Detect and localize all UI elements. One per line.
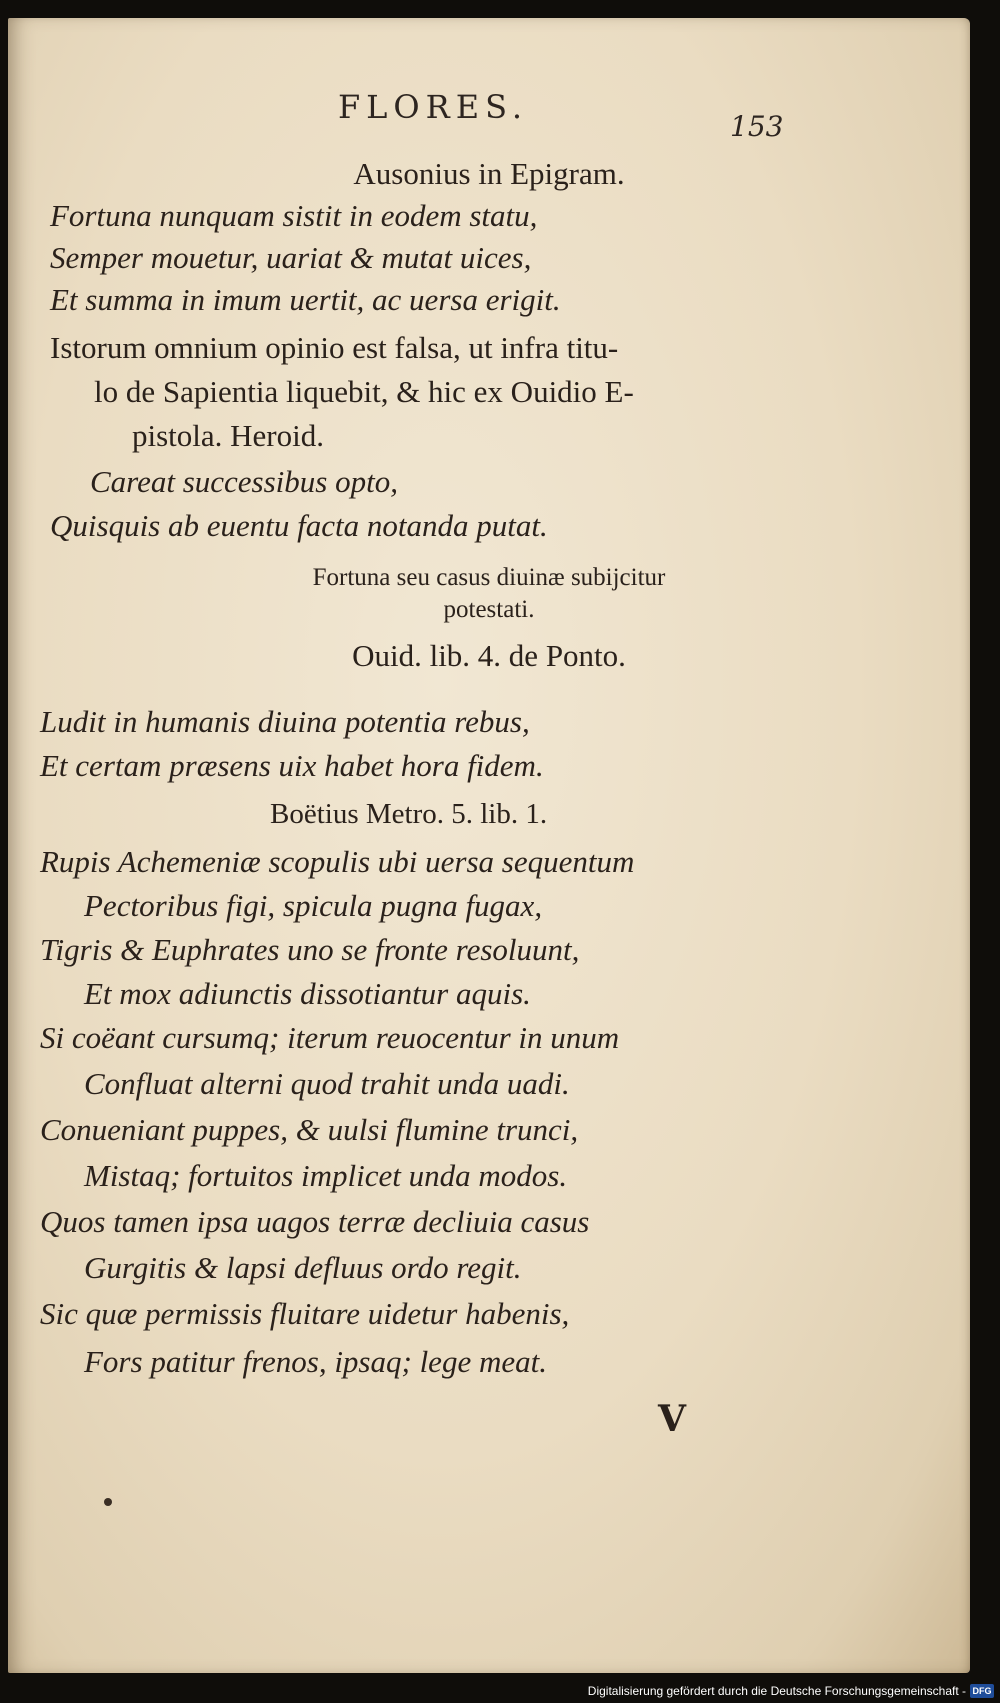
footer-credit: Digitalisierung gefördert durch die Deutsche Forschungsgemeinschaft - xyxy=(587,1684,966,1698)
text-line: Et certam præsens uix habet hora fidem. xyxy=(40,748,544,783)
text-line: Fortuna nunquam sistit in eodem statu, xyxy=(50,198,538,233)
text-line: Careat successibus opto, xyxy=(90,464,398,499)
text-line: Quisquis ab euentu facta notanda putat. xyxy=(50,508,548,543)
text-line: Quos tamen ipsa uagos terræ decliuia casus xyxy=(40,1204,590,1239)
text-line: Rupis Achemeniæ scopulis ubi uersa sequentum xyxy=(40,844,635,879)
page-number: 153 xyxy=(730,110,784,143)
text-line: Fors patitur frenos, ipsaq; lege meat. xyxy=(84,1344,547,1379)
catchword: V xyxy=(658,1398,686,1440)
text-line: Si coëant cursumq; iterum reuocentur in unum xyxy=(40,1020,620,1055)
text-line: Istorum omnium opinio est falsa, ut infra titu- xyxy=(50,330,619,365)
footer-bar xyxy=(0,1677,1000,1703)
text-line: Gurgitis & lapsi defluus ordo regit. xyxy=(84,1250,522,1285)
section-heading: potestati. xyxy=(443,596,535,623)
running-head: FLORES. xyxy=(337,88,529,126)
text-line: pistola. Heroid. xyxy=(132,418,324,453)
text-line: Pectoribus figi, spicula pugna fugax, xyxy=(84,888,543,923)
text-line: Semper mouetur, uariat & mutat uices, xyxy=(50,240,532,275)
text-line: Confluat alterni quod trahit unda uadi. xyxy=(84,1066,570,1101)
text-line: Boëtius Metro. 5. lib. 1. xyxy=(270,798,548,830)
text-line: Tigris & Euphrates uno se fronte resoluunt, xyxy=(40,932,580,967)
text-line: Ouid. lib. 4. de Ponto. xyxy=(352,638,626,673)
text-line: Conueniant puppes, & uulsi flumine trunci, xyxy=(40,1112,579,1147)
section-heading: Fortuna seu casus diuinæ subijcitur xyxy=(312,564,666,591)
text-line: Ludit in humanis diuina potentia rebus, xyxy=(40,704,530,739)
text-line: Et summa in imum uertit, ac uersa erigit. xyxy=(50,282,561,317)
book-page xyxy=(8,18,970,1673)
dfg-logo: DFG xyxy=(970,1684,994,1698)
text-line: lo de Sapientia liquebit, & hic ex Ouidio E- xyxy=(94,374,634,409)
ink-speck xyxy=(104,1498,112,1506)
text-line: Mistaq; fortuitos implicet unda modos. xyxy=(84,1158,568,1193)
text-line: Sic quæ permissis fluitare uidetur habenis, xyxy=(40,1296,570,1331)
text-line: Et mox adiunctis dissotiantur aquis. xyxy=(84,976,531,1011)
text-line: Ausonius in Epigram. xyxy=(353,156,625,191)
